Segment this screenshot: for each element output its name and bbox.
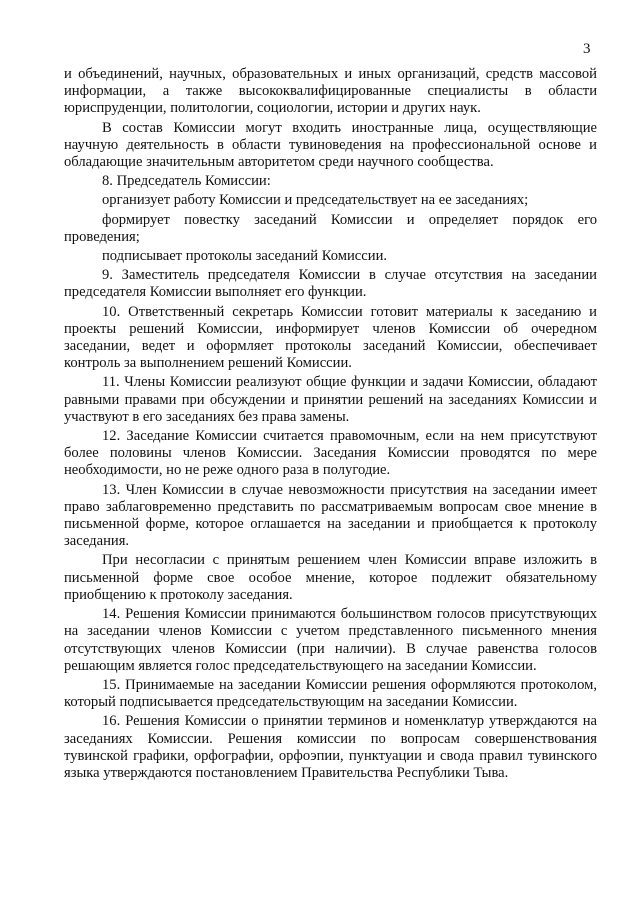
paragraph-foreign-members: В состав Комиссии могут входить иностранные лица, осуществляющие научную деятельность в области тувиноведения на профессиональной основе и обладающие значительным авторитетом среди научного сообщества. [64,119,597,171]
paragraph-item-8-organizes: организует работу Комиссии и председательствует на ее заседаниях; [102,192,529,209]
paragraph-item-10: 10. Ответственный секретарь Комиссии готовит материалы к заседанию и проекты решений Комиссии, информирует членов Комиссии об очередном заседании, ведет и оформляет протоколы заседаний Комиссии, обеспечивает контроль за выполнением решений Комиссии. [64,303,597,372]
paragraph-item-14: 14. Решения Комиссии принимаются большинством голосов присутствующих на заседании членов Комиссии с учетом представленного письменного мнения отсутствующих членов Комиссии (при наличии). В случае равенства голосов решающим является голос председательствующего на заседании Комиссии. [64,606,597,674]
paragraph-item-9: 9. Заместитель председателя Комиссии в случае отсутствия на заседании председателя Комиссии выполняет его функции. [64,267,597,301]
paragraph-continuation: и объединений, научных, образовательных и иных организаций, средств массовой информации, а также высококвалифицированные специалисты в области юриспруденции, политологии, социологии, истории и других наук. [64,66,597,117]
document-body [64,66,597,784]
paragraph-item-8-agenda: формирует повестку заседаний Комиссии и определяет порядок его проведения; [64,211,597,245]
paragraph-item-16: 16. Решения Комиссии о принятии терминов и номенклатур утверждаются на заседаниях Комиссии. Решения комиссии по вопросам совершенствования тувинской графики, орфографии, орфоэпии, пунктуации и свода правил тувинского языка утверждаются постановлением Правительства Республики Тыва. [64,713,597,781]
paragraph-item-11: 11. Члены Комиссии реализуют общие функции и задачи Комиссии, обладают равными правами при обсуждении и принятии решений на заседаниях Комиссии и участвуют в его заседаниях без права замены. [64,374,597,425]
page-number: 3 [583,41,591,57]
paragraph-item-12: 12. Заседание Комиссии считается правомочным, если на нем присутствуют более половины членов Комиссии. Заседания Комиссии проводятся по мере необходимости, но не реже одного раза в полугодие. [64,428,597,479]
paragraph-item-13: 13. Член Комиссии в случае невозможности присутствия на заседании имеет право заблаговременно представить по рассматриваемым вопросам свое мнение в письменной форме, которое оглашается на заседании и приобщается к протоколу заседания. [64,481,597,550]
paragraph-item-8-signs: подписывает протоколы заседаний Комиссии. [102,248,388,265]
paragraph-item-15: 15. Принимаемые на заседании Комиссии решения оформляются протоколом, который подписывается председательствующим на заседании Комиссии. [64,676,597,711]
paragraph-item-8: 8. Председатель Комиссии: [102,173,271,190]
paragraph-item-13-dissent: При несогласии с принятым решением член Комиссии вправе изложить в письменной форме свое особое мнение, которое подлежит обязательному приобщению к протоколу заседания. [64,552,597,603]
